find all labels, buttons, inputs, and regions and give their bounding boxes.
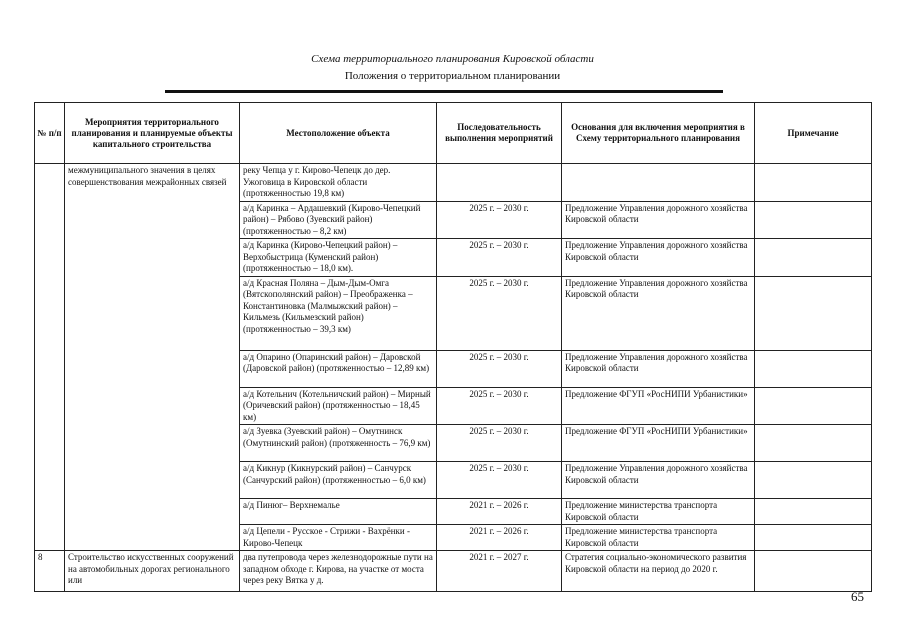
location-cell: а/д Каринка (Кирово-Чепецкий район) – Верхобыстрица (Куменский район) (протяженностью – 18,0 км). <box>240 239 437 277</box>
basis-cell: Предложение министерства транспорта Кировской области <box>562 525 755 551</box>
col-header-sequence: Последовательность выполнения мероприятий <box>437 103 562 164</box>
note-cell <box>755 350 872 387</box>
note-cell <box>755 499 872 525</box>
sequence-cell: 2025 г. – 2030 г. <box>437 239 562 277</box>
note-cell <box>755 425 872 462</box>
basis-cell: Предложение ФГУП «РосНИПИ Урбанистики» <box>562 387 755 425</box>
note-cell <box>755 462 872 499</box>
col-header-basis: Основания для включения мероприятия в Схему территориального планирования <box>562 103 755 164</box>
header-rule <box>165 90 723 93</box>
basis-cell: Предложение Управления дорожного хозяйства Кировской области <box>562 239 755 277</box>
document-title: Схема территориального планирования Кировской области <box>311 53 594 65</box>
sequence-cell: 2021 г. – 2026 г. <box>437 525 562 551</box>
col-header-event: Мероприятия территориального планирования и планируемые объекты капитального строительства <box>65 103 240 164</box>
page-number: 65 <box>851 589 864 604</box>
note-cell <box>755 387 872 425</box>
sequence-cell: 2025 г. – 2030 г. <box>437 350 562 387</box>
col-header-num: № п/п <box>35 103 65 164</box>
location-cell: а/д Кикнур (Кикнурский район) – Санчурск (Санчурский район) (протяженностью – 6,0 км) <box>240 462 437 499</box>
sequence-cell: 2025 г. – 2030 г. <box>437 425 562 462</box>
sequence-cell: 2021 г. – 2027 г. <box>437 551 562 592</box>
row7-event-cell: межмуниципального значения в целях совершенствования межрайонных связей <box>65 164 240 551</box>
basis-cell: Предложение Управления дорожного хозяйства Кировской области <box>562 276 755 350</box>
note-cell <box>755 276 872 350</box>
sequence-cell: 2021 г. – 2026 г. <box>437 499 562 525</box>
note-cell <box>755 164 872 202</box>
basis-cell <box>562 164 755 202</box>
basis-cell: Предложение Управления дорожного хозяйства Кировской области <box>562 350 755 387</box>
table-row <box>35 164 872 202</box>
note-cell <box>755 201 872 239</box>
row7-num-cell <box>35 164 65 551</box>
basis-cell: Предложение Управления дорожного хозяйства Кировской области <box>562 462 755 499</box>
location-cell: а/д Каринка – Ардашевкий (Кирово-Чепецкий район) – Рябово (Зуевский район) (протяженностью – 8,2 км) <box>240 201 437 239</box>
planning-table <box>34 102 872 592</box>
sequence-cell <box>437 164 562 202</box>
note-cell <box>755 239 872 277</box>
location-cell: реку Чепца у г. Кирово-Чепецк до дер. Ужоговица в Кировской области (протяженностью 19,8 км) <box>240 164 437 202</box>
sequence-cell: 2025 г. – 2030 г. <box>437 201 562 239</box>
sequence-cell: 2025 г. – 2030 г. <box>437 387 562 425</box>
document-subtitle: Положения о территориальном планировании <box>344 70 561 82</box>
location-cell: а/д Красная Поляна – Дым-Дым-Омга (Вятскополянский район) – Преображенка – Константиновка (Малмыжский район) – Кильмезь (Кильмезский район) (протяженностью – 39,3 км) <box>240 276 437 350</box>
col-header-note: Примечание <box>755 103 872 164</box>
location-cell: а/д Зуевка (Зуевский район) – Омутнинск (Омутнинский район) (протяженность – 76,9 км) <box>240 425 437 462</box>
basis-cell: Предложение министерства транспорта Кировской области <box>562 499 755 525</box>
row8-num-cell: 8 <box>35 551 65 592</box>
location-cell: а/д Котельнич (Котельничский район) – Мирный (Оричевский район) (протяженностью – 18,45 км) <box>240 387 437 425</box>
basis-cell: Предложение Управления дорожного хозяйства Кировской области <box>562 201 755 239</box>
location-cell: два путепровода через железнодорожные пути на западном обходе г. Кирова, на участке от моста через реку Вятка у д. <box>240 551 437 592</box>
row8-event-cell: Строительство искусственных сооружений на автомобильных дорогах регионального или <box>65 551 240 592</box>
location-cell: а/д Пинюг– Верхнемалье <box>240 499 437 525</box>
table-row-8 <box>35 551 872 592</box>
sequence-cell: 2025 г. – 2030 г. <box>437 276 562 350</box>
basis-cell: Стратегия социально-экономического развития Кировской области на период до 2020 г. <box>562 551 755 592</box>
col-header-location: Местоположение объекта <box>240 103 437 164</box>
table-header-row <box>35 103 872 164</box>
location-cell: а/д Цепели - Русское - Стрижи - Вахрёнки - Кирово-Чепецк <box>240 525 437 551</box>
location-cell: а/д Опарино (Опаринский район) – Даровской (Даровской район) (протяженностью – 12,89 км) <box>240 350 437 387</box>
note-cell <box>755 551 872 592</box>
basis-cell: Предложение ФГУП «РосНИПИ Урбанистики» <box>562 425 755 462</box>
sequence-cell: 2025 г. – 2030 г. <box>437 462 562 499</box>
note-cell <box>755 525 872 551</box>
